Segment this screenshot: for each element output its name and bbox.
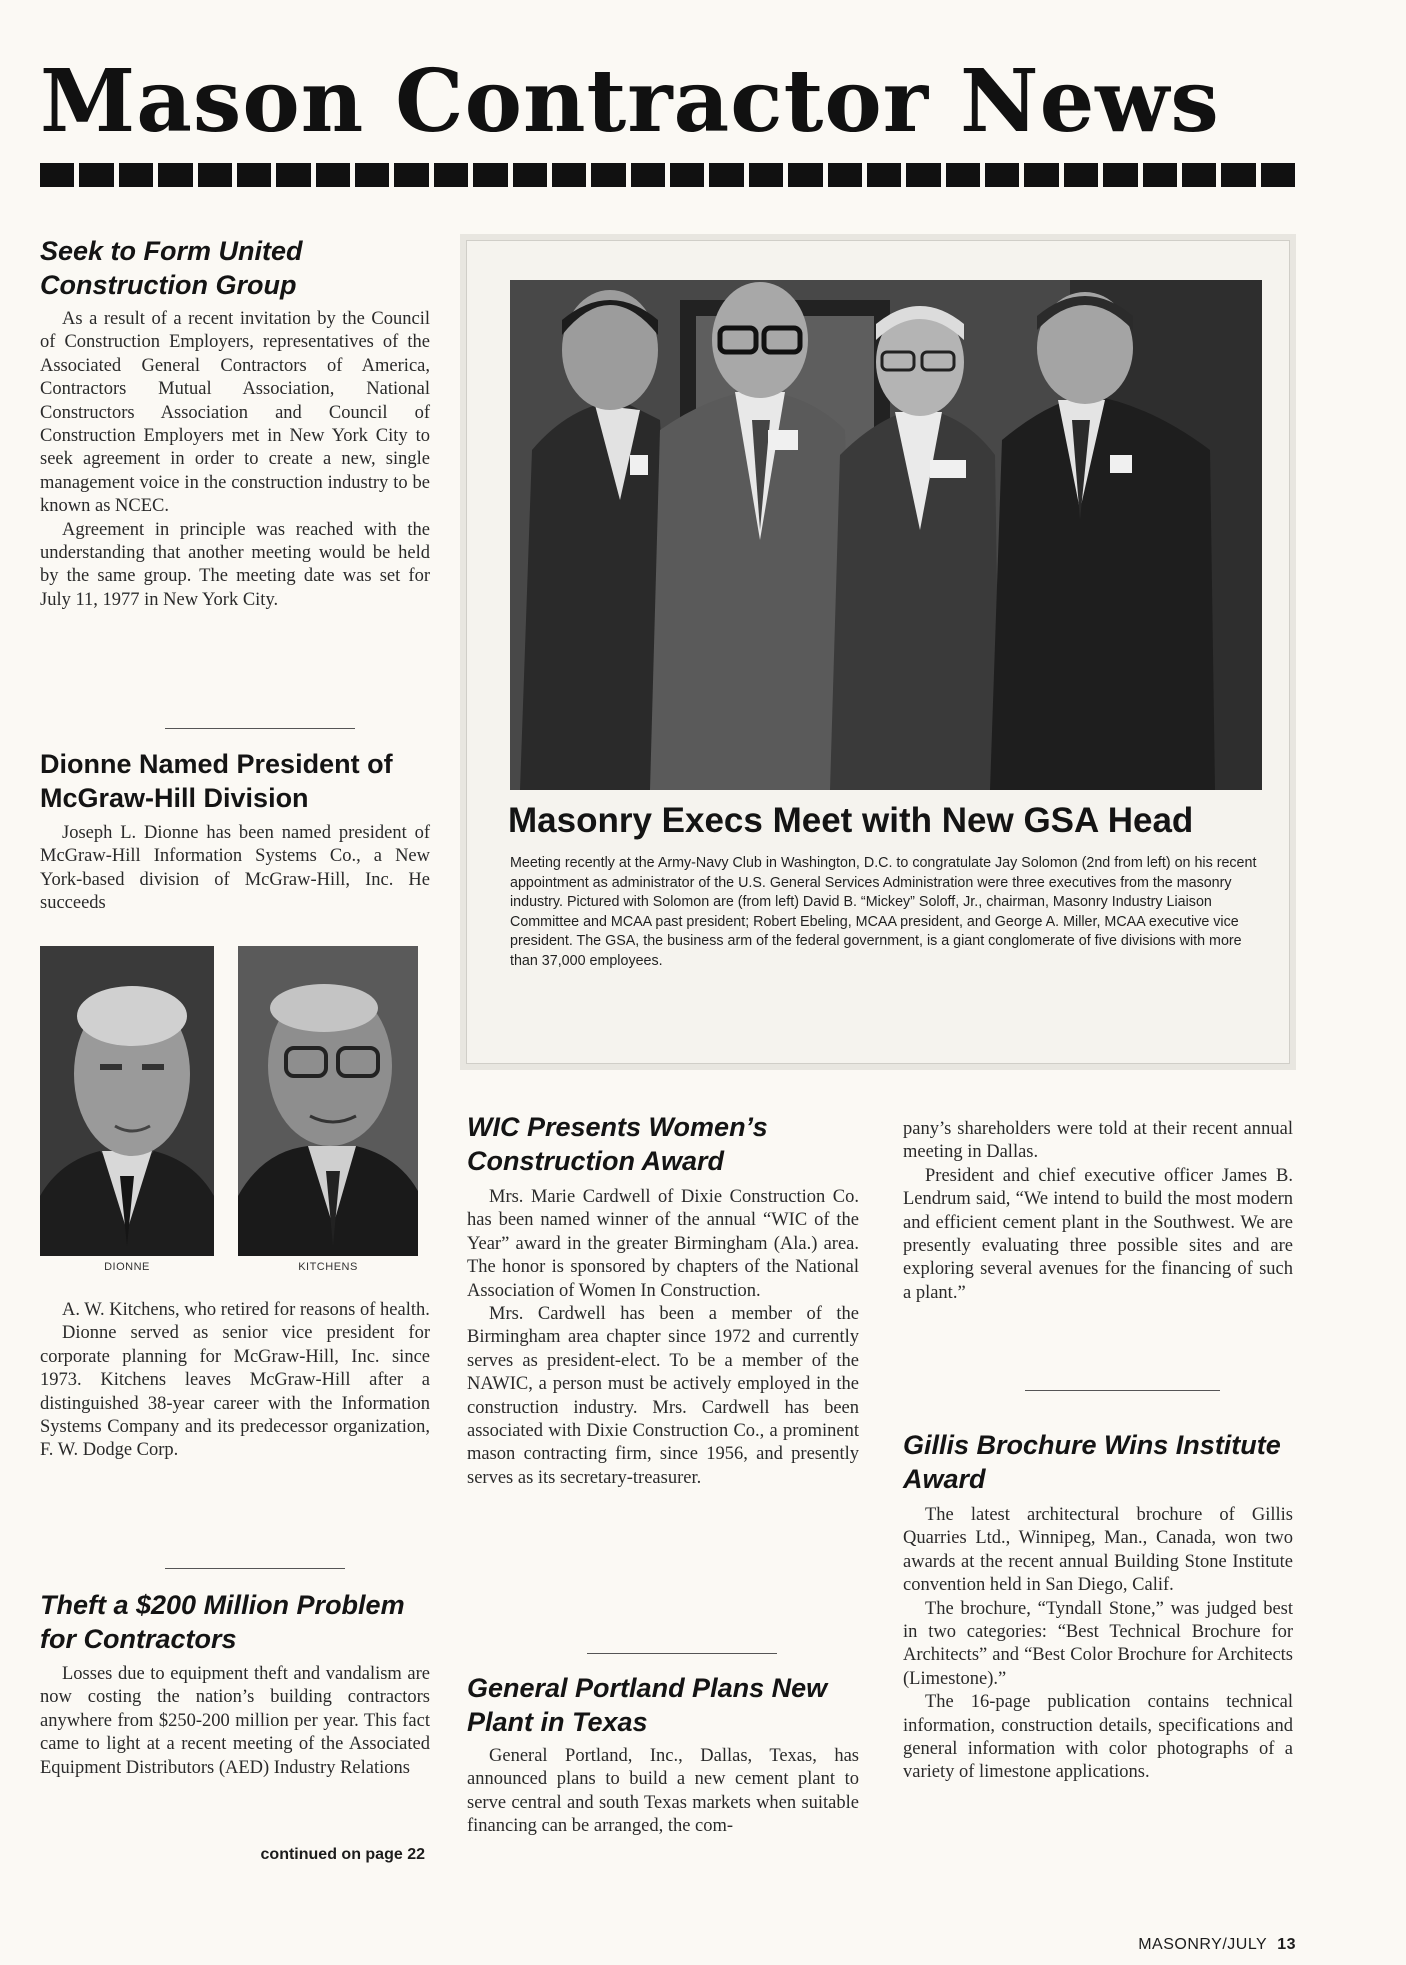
divider [1025, 1390, 1220, 1391]
article-paragraph: Mrs. Cardwell has been a member of the Birmingham area chapter since 1972 and currently serves as president-elect. To be a member of the NAWIC, a person must be actively employed in the construction industry. Mrs. Cardwell has been associated with Dixie Construction Co., a prominent mason contracting firm, since 1956, and presently serves as its secretary-treasurer. [467, 1304, 859, 1488]
article-paragraph: A. W. Kitchens, who retired for reasons of health. [62, 1300, 430, 1320]
article-paragraph: President and chief executive officer James B. Lendrum said, “We intend to build the most modern and efficient cement plant in the Southwest. We are presently evaluating three possible sites and are exploring several avenues for the financing of such a plant.” [903, 1165, 1293, 1303]
article-paragraph: Joseph L. Dionne has been named president of McGraw-Hill Information Systems Co., a New York-based division of McGraw-Hill, Inc. He succeeds [40, 823, 430, 914]
headline-theft-problem: Theft a $200 Million Problem for Contractors [40, 1590, 405, 1654]
article-paragraph: The latest architectural brochure of Gillis Quarries Ltd., Winnipeg, Man., Canada, won two awards at the recent annual Building Stone Institute convention held in San Diego, Calif. [903, 1505, 1293, 1596]
headline-united-construction: Seek to Form United Construction Group [40, 236, 303, 300]
headline-gillis-brochure: Gillis Brochure Wins Institute Award [903, 1430, 1281, 1494]
article-paragraph: pany’s shareholders were told at their recent annual meeting in Dallas. [903, 1119, 1293, 1163]
divider [165, 728, 355, 729]
headline-wic-award: WIC Presents Women’s Construction Award [467, 1112, 768, 1176]
divider [165, 1568, 345, 1569]
feature-caption: Meeting recently at the Army-Navy Club in Washington, D.C. to congratulate Jay Solomon (2nd from left) on his recent appointment as administrator of the U.S. General Services Administration were three executives from the masonry industry. Pictured with Solomon are (from left) David B. “Mickey” Soloff, Jr., chairman, Masonry Industry Liaison Committee and MCAA past president; Robert Ebeling, MCAA president, and George A. Miller, MCAA executive vice president. The GSA, the business arm of the federal government, is a giant conglomerate of five divisions with more than 37,000 employees. [510, 855, 1257, 969]
article-paragraph: Agreement in principle was reached with the understanding that another meeting would be held by the same group. The meeting date was set for July 11, 1977 in New York City. [40, 519, 430, 610]
article-dionne-continued [40, 1299, 430, 1463]
photo-label-dionne: DIONNE [104, 1261, 150, 1273]
kitchens-photo [238, 946, 418, 1256]
gsa-meeting-photo [510, 280, 1262, 790]
masthead-stripe [40, 163, 1295, 187]
headline-general-portland: General Portland Plans New Plant in Texas [467, 1673, 828, 1737]
dionne-photo [40, 946, 214, 1256]
article-paragraph: The 16-page publication contains technical information, construction details, specifications and general information with color photographs of a variety of limestone applications. [903, 1692, 1293, 1783]
article-general-portland-continued [903, 1118, 1293, 1305]
article-paragraph: Mrs. Marie Cardwell of Dixie Construction Co. has been named winner of the annual “WIC of the Year” award in the greater Birmingham (Ala.) area. The honor is sponsored by chapters of the National Association of Women In Construction. [467, 1187, 859, 1301]
headline-dionne-named: Dionne Named President of McGraw-Hill Division [40, 749, 393, 813]
divider [587, 1653, 777, 1654]
article-united-construction [40, 308, 430, 612]
magazine-issue: MASONRY/JULY [1138, 1936, 1268, 1953]
continued-on-page-link[interactable]: continued on page 22 [260, 1846, 425, 1863]
article-paragraph: Dionne served as senior vice president for corporate planning for McGraw-Hill, Inc. since 1973. Kitchens leaves McGraw-Hill after a distinguished 38-year career with the Information Systems Company and its predecessor organization, F. W. Dodge Corp. [40, 1323, 430, 1461]
article-paragraph: The brochure, “Tyndall Stone,” was judged best in two categories: “Best Technical Brochure for Architects” and “Best Color Brochure for Architects (Limestone).” [903, 1598, 1293, 1689]
article-paragraph: General Portland, Inc., Dallas, Texas, has announced plans to build a new cement plant to serve central and south Texas markets when suitable financing can be arranged, the com- [467, 1746, 859, 1837]
feature-headline: Masonry Execs Meet with New GSA Head [508, 801, 1194, 840]
page-number: 13 [1277, 1936, 1296, 1953]
article-paragraph: Losses due to equipment theft and vandalism are now costing the nation’s building contractors anywhere from $250-200 million per year. This fact came to light at a recent meeting of the Associated Equipment Distributors (AED) Industry Relations [40, 1664, 430, 1778]
article-gillis-brochure [903, 1504, 1293, 1785]
page-folio [1138, 1936, 1296, 1954]
article-paragraph: As a result of a recent invitation by the Council of Construction Employers, representatives of the Associated General Contractors of America, Contractors Mutual Association, National Constructors Association and Council of Construction Employers met in New York City to seek agreement in order to create a new, single management voice in the construction industry to be known as NCEC. [40, 309, 430, 517]
article-wic-award [467, 1186, 859, 1490]
masthead-title: Mason Contractor News [40, 51, 1220, 152]
photo-label-kitchens: KITCHENS [298, 1261, 358, 1273]
